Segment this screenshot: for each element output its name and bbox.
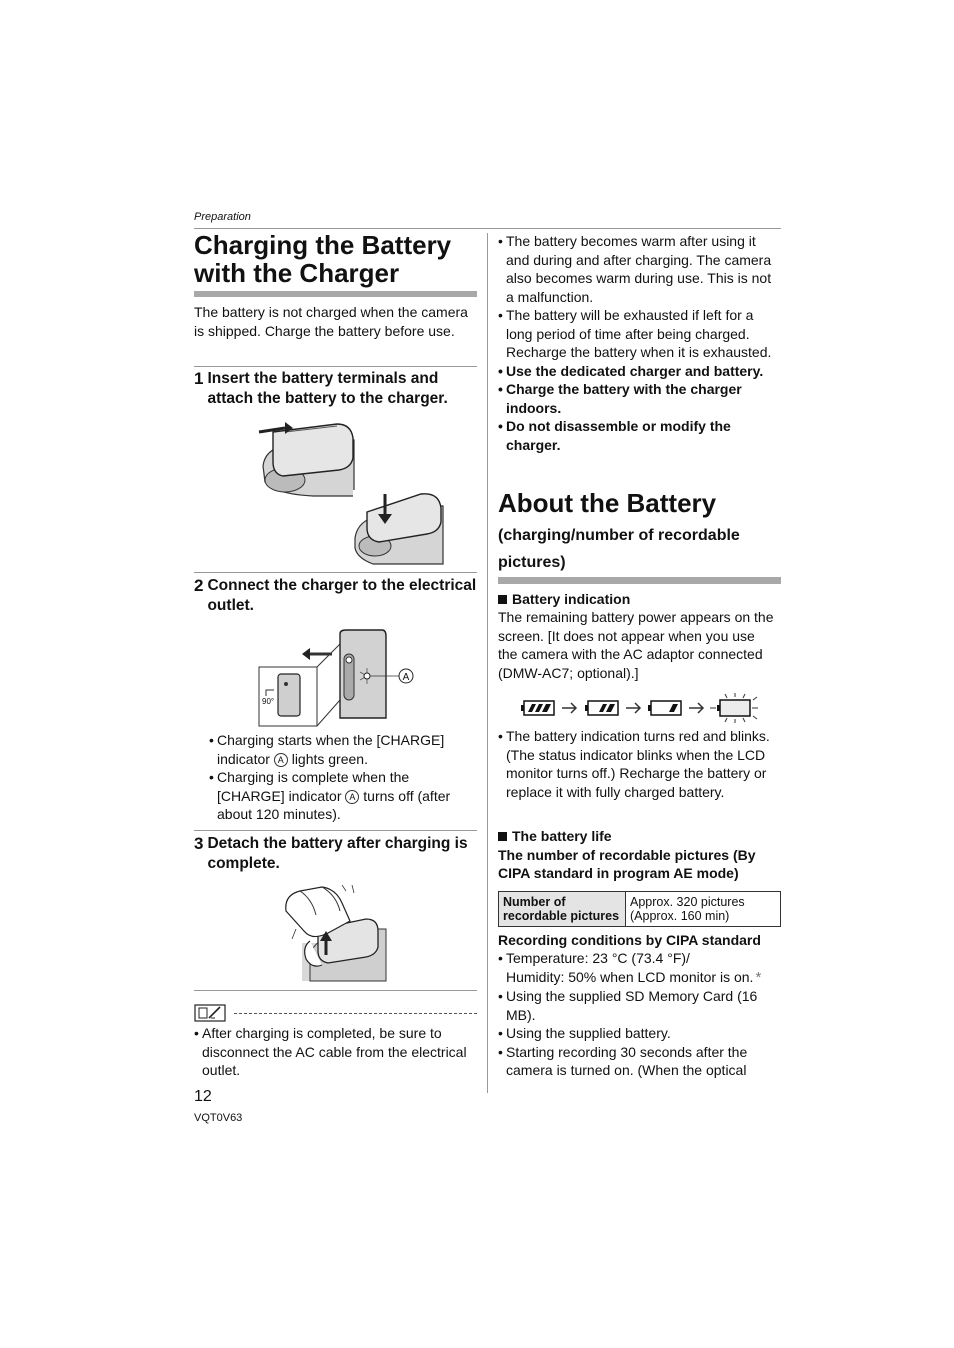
page-title-line1: Charging the Battery: [194, 230, 452, 260]
section-rule: [498, 577, 781, 584]
step-2: [194, 576, 479, 616]
asterisk-mark: *: [755, 968, 762, 986]
battery-one-third-icon: [648, 701, 681, 715]
step2-bullet: [209, 731, 479, 768]
note-bullets: [194, 1024, 474, 1080]
bullet-text: turns off (after about 120 minutes).: [217, 787, 451, 822]
battery-indication-text: The remaining battery power appears on the screen. [It does not appear when you use the camera with the AC adaptor connected (DMW-AC7; optional).]: [498, 609, 774, 681]
indicator-marker-label: A: [402, 672, 410, 683]
warning-bullet: • Do not disassemble or modify the charger.: [498, 417, 781, 454]
warning-bullet: • Charge the battery with the charger indoors.: [498, 380, 781, 417]
note-bullet: • After charging is completed, be sure to disconnect the AC cable from the electrical outlet.: [194, 1024, 474, 1080]
battery-empty-blinking-icon: [710, 693, 758, 723]
bullet-text: Charging is complete when the [CHARGE] indicator: [217, 769, 410, 804]
humidity-line: [506, 968, 788, 988]
step-3-text: Detach the battery after charging is complete.: [207, 835, 468, 872]
title-rule: [194, 291, 477, 297]
section-label: Preparation: [194, 211, 251, 223]
step2-bullets: [209, 731, 479, 824]
arrow-right-icon: [562, 703, 576, 713]
battery-indication-heading: [498, 590, 630, 608]
battery-levels-strip: [520, 692, 760, 724]
intro-text: The battery is not charged when the camera is shipped. Charge the battery before use.: [194, 304, 468, 339]
header-rule: [194, 228, 781, 229]
indicator-a-icon: A: [345, 790, 359, 804]
note-icon: [194, 1004, 228, 1022]
battery-indication-heading-text: Battery indication: [512, 591, 631, 607]
arrow-right-icon: [626, 703, 640, 713]
battery-two-thirds-icon: [585, 701, 618, 715]
temperature-text: • Temperature: 23 °C (73.4 °F)/: [506, 950, 690, 966]
battery-indication-bullet: • The battery indication turns red and blinks. (The status indicator blinks when the LCD monitor turns off.) Recharge the battery or replace it with fully charged battery.: [498, 727, 781, 801]
table-value-cell: [626, 892, 781, 927]
column-divider: [487, 233, 488, 1093]
step-3: [194, 834, 479, 874]
step-1-number: 1: [194, 369, 204, 388]
warning-bullet: • The battery becomes warm after using it and during and after charging. The camera also becomes warm during use. This is not a malfunction.: [498, 232, 781, 306]
step-1: [194, 369, 479, 409]
note-dashed-line: [234, 1013, 477, 1014]
square-bullet-icon: [498, 595, 507, 604]
step-3-number: 3: [194, 834, 204, 853]
warning-bullet: • The battery will be exhausted if left for a long period of time after being charged. Recharge the battery when it is exhausted.: [498, 306, 781, 362]
step-1-text: Insert the battery terminals and attach the battery to the charger.: [207, 370, 448, 407]
battery-indication-bullets: [498, 727, 781, 801]
warning-bullets: [498, 232, 781, 454]
section-subtitle: [498, 522, 740, 576]
page-title: [194, 231, 484, 287]
step2-bullet: [209, 768, 479, 824]
battery-insert-illustration: [255, 418, 447, 566]
humidity-text: Humidity: 50% when LCD monitor is on.: [506, 968, 754, 985]
battery-life-table: [498, 891, 781, 927]
step2-rule: [194, 572, 477, 573]
table-row: [499, 892, 781, 927]
battery-detach-illustration: [282, 885, 388, 983]
table-header-cell: Number of recordable pictures: [499, 892, 626, 927]
step-2-text: Connect the charger to the electrical outlet.: [207, 577, 477, 614]
battery-life-subheading: The number of recordable pictures (By CIPA standard in program AE mode): [498, 847, 756, 881]
conditions-heading: Recording conditions by CIPA standard: [498, 932, 761, 948]
document-code: VQT0V63: [194, 1112, 243, 1124]
conditions-bullet: • Using the supplied SD Memory Card (16 MB).: [498, 987, 768, 1024]
battery-life-heading: [498, 827, 612, 845]
arrow-right-icon: [689, 703, 703, 713]
conditions-bullets: [498, 949, 788, 1080]
battery-full-icon: [521, 701, 554, 715]
indicator-a-icon: A: [274, 753, 288, 767]
page-number: 12: [194, 1088, 212, 1105]
bullet-text: Charging starts when the [CHARGE] indicator: [217, 732, 445, 767]
angle-label: 90°: [262, 697, 275, 706]
section-title: About the Battery: [498, 488, 717, 518]
charger-outlet-illustration: [256, 626, 418, 728]
conditions-bullet: • Using the supplied battery.: [498, 1024, 788, 1043]
section-subtitle-line2: pictures): [498, 554, 566, 571]
conditions-bullet: [498, 949, 788, 987]
battery-life-heading-text: The battery life: [512, 828, 612, 844]
bullet-text: lights green.: [291, 750, 368, 767]
warning-bullet: • Use the dedicated charger and battery.: [498, 362, 781, 381]
section-subtitle-line1: (charging/number of recordable: [498, 527, 740, 544]
step1-rule: [194, 366, 477, 367]
step3-rule: [194, 830, 477, 831]
note-rule: [194, 990, 477, 991]
step-2-number: 2: [194, 576, 204, 595]
table-value-pictures: Approx. 320 pictures: [630, 895, 745, 909]
page-title-line2: with the Charger: [194, 258, 400, 288]
square-bullet-icon: [498, 832, 507, 841]
table-value-minutes: (Approx. 160 min): [630, 909, 730, 923]
conditions-bullet: • Starting recording 30 seconds after the camera is turned on. (When the optical: [498, 1043, 776, 1080]
